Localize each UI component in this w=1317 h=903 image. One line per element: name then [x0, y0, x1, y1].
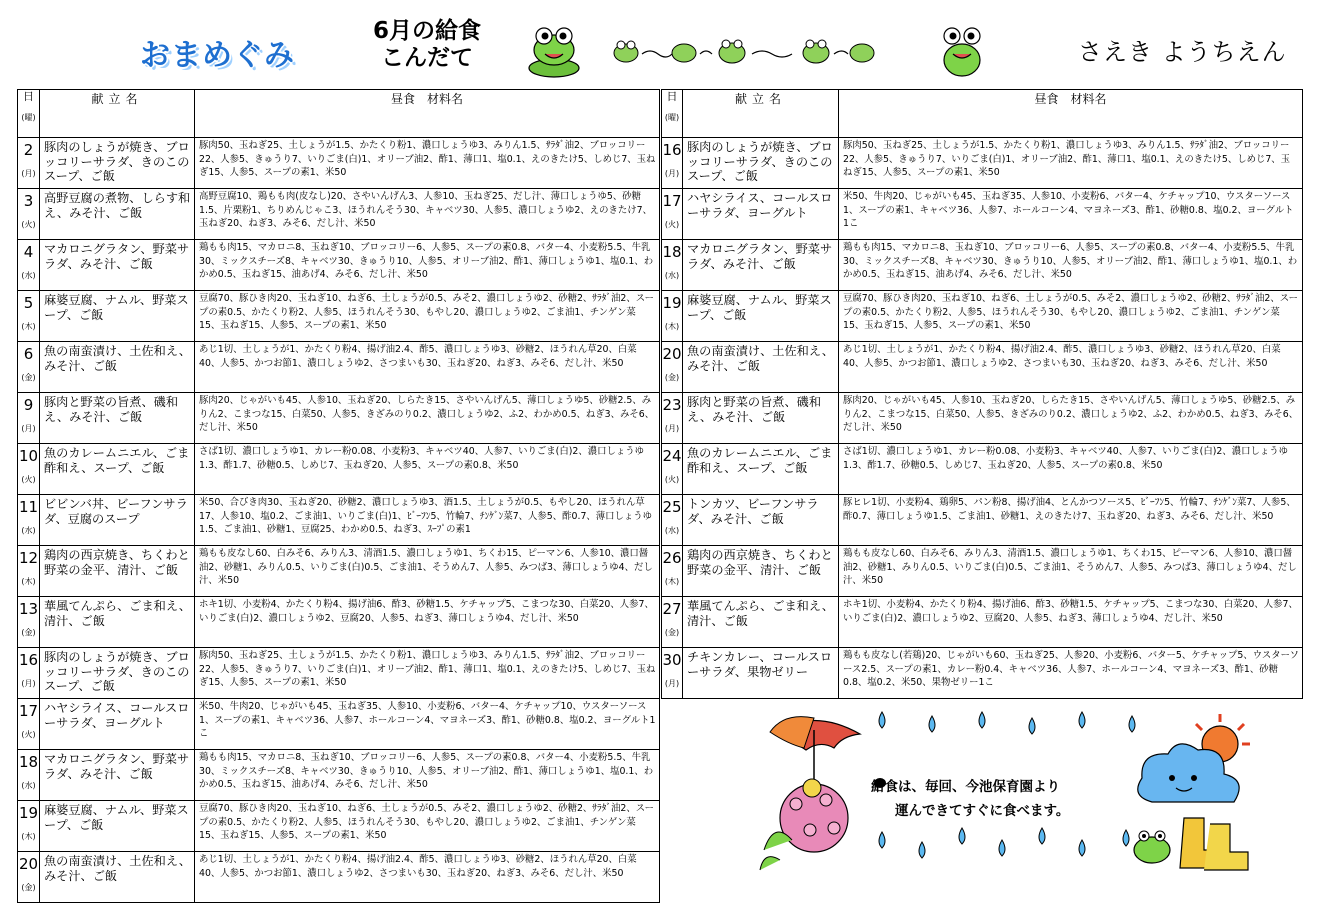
ingredients-list: 豚肉20、じゃがいも45、人参10、玉ねぎ20、しらたき15、さやいんげん5、薄口しょうゆ5、砂糖2.5、みりん2、こまつな15、白菜50、人参5、きざみのり0.2、濃口しょうゆ2、ふ2、わかめ0.5、ねぎ3、みそ6、だし汁、米50: [839, 393, 1303, 444]
dish-name: ビビンバ丼、ビーフンサラダ、豆腐のスープ: [40, 495, 195, 546]
weekday-label: (月): [21, 424, 36, 433]
day-cell: [662, 444, 683, 495]
dish-name: トンカツ、ビーフンサラダ、みそ汁、ご飯: [683, 495, 839, 546]
day-cell: [662, 495, 683, 546]
weekday-label: (月): [664, 679, 680, 688]
ingredients-list: 鶏もも肉15、マカロニ8、玉ねぎ10、ブロッコリー6、人参5、スープの素0.8、バター4、小麦粉5.5、牛乳30、ミックスチーズ8、キャベツ30、きゅうり10、人参5、オリーブ油2、酢1、薄口しょうゆ1、塩0.1、わかめ0.5、玉ねぎ15、油あげ4、みそ6、だし汁、米50: [195, 750, 660, 801]
menu-row: [662, 138, 1303, 189]
day-number: 13: [18, 600, 39, 618]
ingredients-list: 豚肉50、玉ねぎ25、土しょうが1.5、かたくり粉1、濃口しょうゆ3、みりん1.5、ｻﾗﾀﾞ油2、ブロッコリー22、人参5、きゅうり7、いりごま(白)1、オリーブ油2、酢1、薄口1、塩0.1、えのきたけ5、しめじ7、玉ねぎ15、人参5、スープの素1、米50: [839, 138, 1303, 189]
menu-row: [18, 138, 660, 189]
day-number: 24: [662, 447, 682, 465]
day-cell: [18, 138, 40, 189]
dish-name: マカロニグラタン、野菜サラダ、みそ汁、ご飯: [40, 750, 195, 801]
dish-name: 華風てんぷら、ごま和え、清汁、ご飯: [683, 597, 839, 648]
day-cell: [662, 393, 683, 444]
weekday-label: (木): [664, 577, 680, 586]
day-cell: [18, 852, 40, 903]
menu-row: [18, 699, 660, 750]
ingredients-list: 豚肉50、玉ねぎ25、土しょうが1.5、かたくり粉1、濃口しょうゆ3、みりん1.5、ｻﾗﾀﾞ油2、ブロッコリー22、人参5、きゅうり7、いりごま(白)1、オリーブ油2、酢1、薄口1、塩0.1、えのきたけ5、しめじ7、玉ねぎ15、人参5、スープの素1、米50: [195, 138, 660, 189]
day-number: 3: [23, 192, 34, 210]
day-header-label: 日: [23, 90, 34, 103]
day-cell: [662, 189, 683, 240]
day-number: 19: [18, 804, 39, 822]
dish-name: 豚肉のしょうが焼き、ブロッコリーサラダ、きのこのスープ、ご飯: [40, 648, 195, 699]
day-cell: [18, 699, 40, 750]
ingredients-list: 鶏もも肉15、マカロニ8、玉ねぎ10、ブロッコリー6、人参5、スープの素0.8、バター4、小麦粉5.5、牛乳30、ミックスチーズ8、キャベツ30、きゅうり10、人参5、オリーブ油2、酢1、薄口しょうゆ1、塩0.1、わかめ0.5、玉ねぎ15、油あげ4、みそ6、だし汁、米50: [195, 240, 660, 291]
weekday-header-label: (曜): [664, 113, 680, 122]
day-cell: [18, 291, 40, 342]
ingredients-list: 高野豆腐10、鶏もも肉(皮なし)20、さやいんげん3、人参10、玉ねぎ25、だし汁、薄口しょうゆ5、砂糖1.5、片栗粉1、ちりめんじゃこ3、ほうれんそう30、キャベツ30、人参5、濃口しょうゆ2、えのきたけ7、玉ねぎ20、ねぎ3、みそ6、だし汁、米50: [195, 189, 660, 240]
day-cell: [662, 546, 683, 597]
weekday-label: (月): [21, 169, 36, 178]
day-number: 16: [18, 651, 39, 669]
delivery-note: [871, 775, 1131, 823]
day-number: 27: [662, 600, 682, 618]
day-cell: [18, 597, 40, 648]
weekday-label: (月): [21, 679, 36, 688]
ingredients-list: 豆腐70、豚ひき肉20、玉ねぎ10、ねぎ6、土しょうが0.5、みそ2、濃口しょうゆ2、砂糖2、ｻﾗﾀﾞ油2、スープの素0.5、かたくり粉2、人参5、ほうれんそう30、もやし20、濃口しょうゆ2、ごま油1、チンゲン菜15、玉ねぎ15、人参5、スープの素1、米50: [839, 291, 1303, 342]
day-number: 20: [18, 855, 39, 873]
ingredients-list: 豚肉20、じゃがいも45、人参10、玉ねぎ20、しらたき15、さやいんげん5、薄口しょうゆ5、砂糖2.5、みりん2、こまつな15、白菜50、人参5、きざみのり0.2、濃口しょうゆ2、ふ2、わかめ0.5、ねぎ3、みそ6、だし汁、米50: [195, 393, 660, 444]
ingredients-list: 豆腐70、豚ひき肉20、玉ねぎ10、ねぎ6、土しょうが0.5、みそ2、濃口しょうゆ2、砂糖2、ｻﾗﾀﾞ油2、スープの素0.5、かたくり粉2、人参5、ほうれんそう30、もやし20、濃口しょうゆ2、ごま油1、チンゲン菜15、玉ねぎ15、人参5、スープの素1、米50: [195, 801, 660, 852]
menu-row: [662, 444, 1303, 495]
day-number: 20: [662, 345, 682, 363]
note-line-2: 運んできてすぐに食べます。: [895, 803, 1070, 819]
dish-name: 鶏肉の西京焼き、ちくわと野菜の金平、清汁、ご飯: [683, 546, 839, 597]
ingredients-list: ホキ1切、小麦粉4、かたくり粉4、揚げ油6、酢3、砂糖1.5、ケチャップ5、こまつな30、白菜20、人参7、いりごま(白)2、濃口しょうゆ2、豆腐20、人参5、ねぎ3、薄口しょうゆ4、だし汁、米50: [195, 597, 660, 648]
weekday-label: (金): [664, 373, 680, 382]
day-cell: [18, 546, 40, 597]
weekday-label: (水): [21, 781, 36, 790]
ingredients-header: 昼食 材料名: [195, 90, 660, 138]
weekday-label: (水): [664, 526, 680, 535]
small-frog-icon: [1134, 831, 1170, 863]
table-header-row: [18, 90, 660, 138]
weekday-label: (木): [21, 577, 36, 586]
ingredients-list: 米50、牛肉20、じゃがいも45、玉ねぎ35、人参10、小麦粉6、バター4、ケチャップ10、ウスターソース1、スープの素1、キャベツ36、人参7、ホールコーン4、マヨネーズ3、酢1、砂糖0.8、塩0.2、ヨーグルト1こ: [195, 699, 660, 750]
dish-name: 麻婆豆腐、ナムル、野菜スープ、ご飯: [40, 801, 195, 852]
dish-name: 麻婆豆腐、ナムル、野菜スープ、ご飯: [683, 291, 839, 342]
day-cell: [662, 648, 683, 699]
weekday-label: (月): [664, 424, 680, 433]
dish-name: ハヤシライス、コールスローサラダ、ヨーグルト: [40, 699, 195, 750]
menu-row: [662, 546, 1303, 597]
menu-row: [18, 648, 660, 699]
ingredients-list: あじ1切、土しょうが1、かたくり粉4、揚げ油2.4、酢5、濃口しょうゆ3、砂糖2、ほうれん草20、白菜40、人参5、かつお節1、濃口しょうゆ2、さつまいも30、玉ねぎ20、ねぎ3、みそ6、だし汁、米50: [195, 852, 660, 903]
weekday-label: (火): [664, 475, 680, 484]
dish-name: 魚の南蛮漬け、土佐和え、みそ汁、ご飯: [40, 342, 195, 393]
dish-name: 魚のカレームニエル、ごま酢和え、スープ、ご飯: [683, 444, 839, 495]
weekday-label: (月): [664, 169, 680, 178]
menu-row: [662, 240, 1303, 291]
title-line-1: 6月の給食: [372, 18, 481, 44]
weekday-label: (火): [21, 475, 36, 484]
dish-name: 魚の南蛮漬け、土佐和え、みそ汁、ご飯: [40, 852, 195, 903]
day-number: 17: [18, 702, 39, 720]
page-header: [0, 0, 1317, 88]
day-cell: [18, 342, 40, 393]
day-cell: [18, 393, 40, 444]
weekday-label: (火): [664, 220, 680, 229]
menu-row: [662, 393, 1303, 444]
day-cell: [18, 801, 40, 852]
ingredients-list: 米50、合びき肉30、玉ねぎ20、砂糖2、濃口しょうゆ3、酒1.5、土しょうが0.5、もやし20、ほうれん草17、人参10、塩0.2、ごま油1、いりごま(白)1、ﾋﾞｰﾌﾝ5、竹輪7、ﾁﾝｹﾞﾝ菜7、人参5、酢0.7、薄口しょうゆ1.5、ごま油1、砂糖1、豆腐25、わかめ0.5、ねぎ3、ｽｰﾌﾟの素1: [195, 495, 660, 546]
day-number: 19: [662, 294, 682, 312]
dish-name: マカロニグラタン、野菜サラダ、みそ汁、ご飯: [40, 240, 195, 291]
dish-name: 豚肉と野菜の旨煮、磯和え、みそ汁、ご飯: [683, 393, 839, 444]
dish-name: マカロニグラタン、野菜サラダ、みそ汁、ご飯: [683, 240, 839, 291]
table-header-row: [662, 90, 1303, 138]
weekday-label: (水): [21, 526, 36, 535]
day-cell: [18, 240, 40, 291]
dish-name: 魚の南蛮漬け、土佐和え、みそ汁、ご飯: [683, 342, 839, 393]
menu-row: [662, 648, 1303, 699]
menu-row: [18, 801, 660, 852]
frog-icon: [938, 22, 986, 80]
weekday-label: (金): [21, 373, 36, 382]
menu-name-header: 献立名: [683, 90, 839, 138]
day-number: 17: [662, 192, 682, 210]
dish-name: 豚肉と野菜の旨煮、磯和え、みそ汁、ご飯: [40, 393, 195, 444]
weekday-label: (火): [21, 220, 36, 229]
day-number: 10: [18, 447, 39, 465]
menu-row: [18, 240, 660, 291]
dish-name: チキンカレー、コールスローサラダ、果物ゼリー: [683, 648, 839, 699]
kindergarten-name: さえき ようちえん: [1078, 38, 1287, 66]
ingredients-list: 鶏もも皮なし60、白みそ6、みりん3、清酒1.5、濃口しょうゆ1、ちくわ15、ピーマン6、人参10、濃口醤油2、砂糖1、みりん0.5、いりごま(白)0.5、ごま油1、そうめん7、人参5、みつば3、薄口しょうゆ4、だし汁、米50: [839, 546, 1303, 597]
weekday-label: (水): [21, 271, 36, 280]
menu-row: [18, 393, 660, 444]
weekday-label: (水): [664, 271, 680, 280]
day-number: 6: [23, 345, 34, 363]
day-number: 23: [662, 396, 682, 414]
ingredients-list: 豚肉50、玉ねぎ25、土しょうが1.5、かたくり粉1、濃口しょうゆ3、みりん1.5、ｻﾗﾀﾞ油2、ブロッコリー22、人参5、きゅうり7、いりごま(白)1、オリーブ油2、酢1、薄口1、塩0.1、えのきたけ5、しめじ7、玉ねぎ15、人参5、スープの素1、米50: [195, 648, 660, 699]
ingredients-list: ホキ1切、小麦粉4、かたくり粉4、揚げ油6、酢3、砂糖1.5、ケチャップ5、こまつな30、白菜20、人参7、いりごま(白)2、濃口しょうゆ2、豆腐20、人参5、ねぎ3、薄口しょうゆ4、だし汁、米50: [839, 597, 1303, 648]
menu-name-header: 献立名: [40, 90, 195, 138]
ingredients-list: あじ1切、土しょうが1、かたくり粉4、揚げ油2.4、酢5、濃口しょうゆ3、砂糖2、ほうれん草20、白菜40、人参5、かつお節1、濃口しょうゆ2、さつまいも30、玉ねぎ20、ねぎ3、みそ6、だし汁、米50: [195, 342, 660, 393]
menu-row: [18, 444, 660, 495]
day-cell: [18, 750, 40, 801]
ingredients-list: 鶏もも皮なし60、白みそ6、みりん3、清酒1.5、濃口しょうゆ1、ちくわ15、ピーマン6、人参10、濃口醤油2、砂糖1、みりん0.5、いりごま(白)0.5、ごま油1、そうめん7、人参5、みつば3、薄口しょうゆ4、だし汁、米50: [195, 546, 660, 597]
page-title: [372, 18, 482, 72]
day-number: 11: [18, 498, 39, 516]
day-header: [662, 90, 683, 138]
day-cell: [18, 495, 40, 546]
menu-row: [18, 495, 660, 546]
dish-name: 豚肉のしょうが焼き、ブロッコリーサラダ、きのこのスープ、ご飯: [40, 138, 195, 189]
boots-icon: [1180, 818, 1248, 870]
menu-row: [18, 852, 660, 903]
day-cell: [18, 648, 40, 699]
day-cell: [662, 240, 683, 291]
day-number: 25: [662, 498, 682, 516]
day-header-label: 日: [666, 90, 678, 103]
dish-name: 魚のカレームニエル、ごま酢和え、スープ、ご飯: [40, 444, 195, 495]
note-illustration: [664, 700, 1314, 890]
ingredients-list: あじ1切、土しょうが1、かたくり粉4、揚げ油2.4、酢5、濃口しょうゆ3、砂糖2、ほうれん草20、白菜40、人参5、かつお節1、濃口しょうゆ2、さつまいも30、玉ねぎ20、ねぎ3、みそ6、だし汁、米50: [839, 342, 1303, 393]
menu-row: [662, 342, 1303, 393]
day-number: 9: [23, 396, 34, 414]
day-number: 5: [23, 294, 34, 312]
menu-row: [18, 546, 660, 597]
menu-table-right: [661, 89, 1303, 699]
title-line-2: こんだて: [381, 45, 473, 71]
ingredients-list: さば1切、濃口しょうゆ1、カレー粉0.08、小麦粉3、キャベツ40、人参7、いりごま(白)2、濃口しょうゆ1.3、酢1.7、砂糖0.5、しめじ7、玉ねぎ20、人参5、スープの素0.8、米50: [195, 444, 660, 495]
menu-table-left: [17, 89, 660, 903]
ingredients-list: 鶏もも肉15、マカロニ8、玉ねぎ10、ブロッコリー6、人参5、スープの素0.8、バター4、小麦粉5.5、牛乳30、ミックスチーズ8、キャベツ30、きゅうり10、人参5、オリーブ油2、酢1、薄口しょうゆ1、塩0.1、わかめ0.5、玉ねぎ15、油あげ4、みそ6、だし汁、米50: [839, 240, 1303, 291]
ingredients-list: 豆腐70、豚ひき肉20、玉ねぎ10、ねぎ6、土しょうが0.5、みそ2、濃口しょうゆ2、砂糖2、ｻﾗﾀﾞ油2、スープの素0.5、かたくり粉2、人参5、ほうれんそう30、もやし20、濃口しょうゆ2、ごま油1、チンゲン菜15、玉ねぎ15、人参5、スープの素1、米50: [195, 291, 660, 342]
snail-icon: [803, 779, 821, 797]
day-cell: [662, 291, 683, 342]
day-cell: [662, 597, 683, 648]
menu-row: [18, 189, 660, 240]
ingredients-header: 昼食 材料名: [839, 90, 1303, 138]
weekday-label: (木): [664, 322, 680, 331]
frog-border-icon: [612, 36, 890, 66]
day-cell: [18, 189, 40, 240]
day-number: 2: [23, 141, 34, 159]
day-number: 4: [23, 243, 34, 261]
day-cell: [662, 342, 683, 393]
menu-row: [18, 342, 660, 393]
ingredients-list: 豚ヒレ1切、小麦粉4、鶏卵5、パン粉8、揚げ油4、とんかつソース5、ﾋﾞｰﾌﾝ5、竹輪7、ﾁﾝｹﾞﾝ菜7、人参5、酢0.7、薄口しょうゆ1.5、ごま油1、砂糖1、えのきたけ7、玉ねぎ20、ねぎ3、みそ6、だし汁、米50: [839, 495, 1303, 546]
dish-name: 鶏肉の西京焼き、ちくわと野菜の金平、清汁、ご飯: [40, 546, 195, 597]
menu-row: [662, 291, 1303, 342]
dish-name: ハヤシライス、コールスローサラダ、ヨーグルト: [683, 189, 839, 240]
school-name: おまめぐみ: [140, 38, 295, 73]
day-number: 30: [662, 651, 682, 669]
day-number: 26: [662, 549, 682, 567]
menu-row: [18, 291, 660, 342]
day-number: 16: [662, 141, 682, 159]
menu-row: [18, 597, 660, 648]
frog-on-lilypad-icon: [526, 20, 582, 80]
weekday-label: (金): [664, 628, 680, 637]
menu-row: [18, 750, 660, 801]
ingredients-list: 米50、牛肉20、じゃがいも45、玉ねぎ35、人参10、小麦粉6、バター4、ケチャップ10、ウスターソース1、スープの素1、キャベツ36、人参7、ホールコーン4、マヨネーズ3、酢1、砂糖0.8、塩0.2、ヨーグルト1こ: [839, 189, 1303, 240]
day-number: 12: [18, 549, 39, 567]
day-number: 18: [18, 753, 39, 771]
dish-name: 豚肉のしょうが焼き、ブロッコリーサラダ、きのこのスープ、ご飯: [683, 138, 839, 189]
menu-row: [662, 495, 1303, 546]
note-line-1: 給食は、毎回、今池保育園より: [871, 779, 1060, 795]
day-header: [18, 90, 40, 138]
dish-name: 華風てんぷら、ごま和え、清汁、ご飯: [40, 597, 195, 648]
day-number: 18: [662, 243, 682, 261]
ingredients-list: 鶏もも皮なし(若鶏)20、じゃがいも60、玉ねぎ25、人参20、小麦粉6、バター5、ケチャップ5、ウスターソース2.5、スープの素1、カレー粉0.4、キャベツ36、人参7、ホールコーン4、マヨネーズ3、酢1、砂糖0.8、塩0.2、米50、果物ゼリー1こ: [839, 648, 1303, 699]
dish-name: 麻婆豆腐、ナムル、野菜スープ、ご飯: [40, 291, 195, 342]
weekday-header-label: (曜): [21, 113, 36, 122]
day-cell: [18, 444, 40, 495]
weekday-label: (金): [21, 628, 36, 637]
day-cell: [662, 138, 683, 189]
menu-row: [662, 189, 1303, 240]
ingredients-list: さば1切、濃口しょうゆ1、カレー粉0.08、小麦粉3、キャベツ40、人参7、いりごま(白)2、濃口しょうゆ1.3、酢1.7、砂糖0.5、しめじ7、玉ねぎ20、人参5、スープの素0.8、米50: [839, 444, 1303, 495]
dish-name: 高野豆腐の煮物、しらす和え、みそ汁、ご飯: [40, 189, 195, 240]
weekday-label: (木): [21, 832, 36, 841]
weekday-label: (火): [21, 730, 36, 739]
menu-row: [662, 597, 1303, 648]
weekday-label: (木): [21, 322, 36, 331]
weekday-label: (金): [21, 883, 36, 892]
